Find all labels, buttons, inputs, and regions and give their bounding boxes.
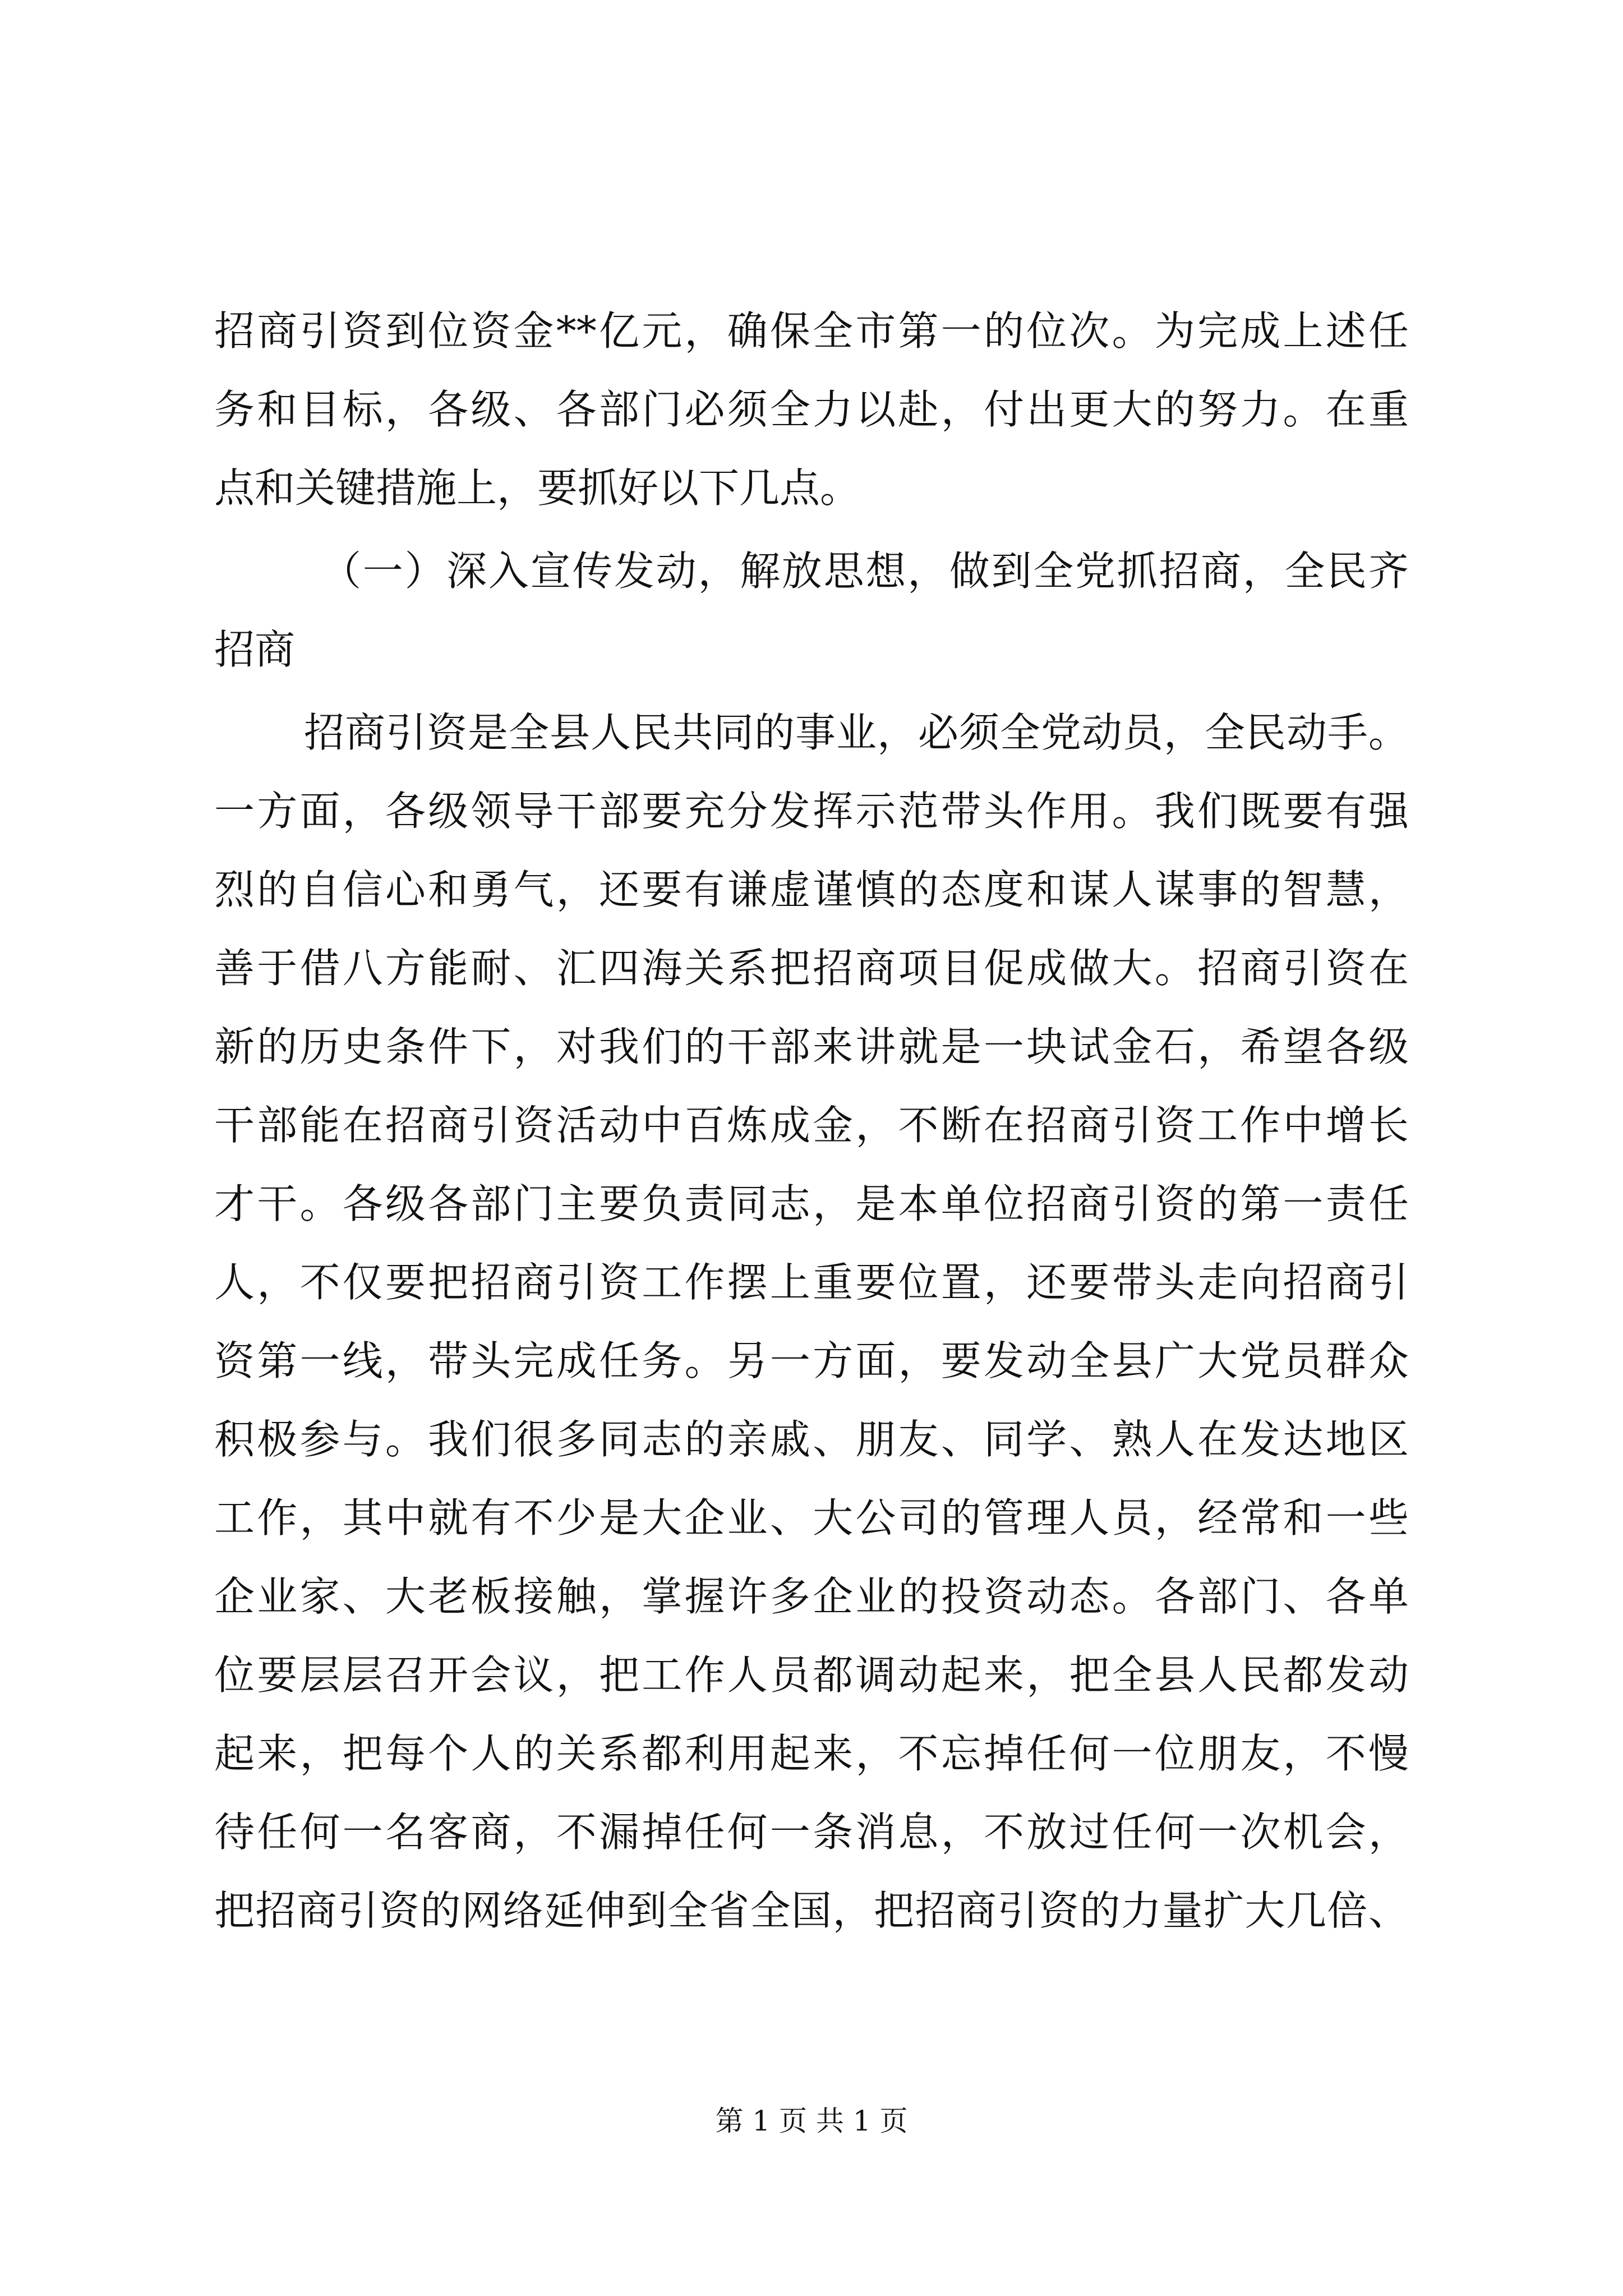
section-heading <box>214 532 1409 689</box>
document-body <box>214 292 1409 1950</box>
text-line: 招商引资是全县人民共同的事业，必须全党动员，全民动手。 <box>304 709 1409 756</box>
text-line: 人，不仅要把招商引资工作摆上重要位置，还要带头走向招商引 <box>214 1259 1409 1306</box>
paragraph <box>214 693 1409 1950</box>
text-line: 烈的自信心和勇气，还要有谦虚谨慎的态度和谋人谋事的智慧， <box>214 866 1409 913</box>
text-line: 善于借八方能耐、汇四海关系把招商项目促成做大。招商引资在 <box>214 945 1409 992</box>
text-line: 待任何一名客商，不漏掉任何一条消息，不放过任何一次机会， <box>214 1809 1409 1856</box>
text-line: 一方面，各级领导干部要充分发挥示范带头作用。我们既要有强 <box>214 788 1409 835</box>
text-line: 招商引资到位资金**亿元，确保全市第一的位次。为完成上述任 <box>214 307 1409 355</box>
text-line: 把招商引资的网络延伸到全省全国，把招商引资的力量扩大几倍、 <box>214 1887 1409 1934</box>
heading-line: 招商 <box>214 626 296 673</box>
heading-line: （一）深入宣传发动，解放思想，做到全党抓招商，全民齐 <box>321 547 1409 595</box>
page-number-footer: 第 1 页 共 1 页 <box>715 2105 908 2137</box>
text-line: 起来，把每个人的关系都利用起来，不忘掉任何一位朋友，不慢 <box>214 1730 1409 1777</box>
text-line: 企业家、大老板接触，掌握许多企业的投资动态。各部门、各单 <box>214 1573 1409 1620</box>
text-line: 新的历史条件下，对我们的干部来讲就是一块试金石，希望各级 <box>214 1023 1409 1070</box>
text-line: 资第一线，带头完成任务。另一方面，要发动全县广大党员群众 <box>214 1337 1409 1384</box>
text-line: 工作，其中就有不少是大企业、大公司的管理人员，经常和一些 <box>214 1494 1409 1542</box>
text-line: 点和关键措施上，要抓好以下几点。 <box>214 464 861 512</box>
text-line: 积极参与。我们很多同志的亲戚、朋友、同学、熟人在发达地区 <box>214 1416 1409 1463</box>
text-line: 才干。各级各部门主要负责同志，是本单位招商引资的第一责任 <box>214 1180 1409 1227</box>
text-line: 位要层层召开会议，把工作人员都调动起来，把全县人民都发动 <box>214 1651 1409 1699</box>
text-line: 干部能在招商引资活动中百炼成金，不断在招商引资工作中增长 <box>214 1102 1409 1149</box>
text-line: 务和目标，各级、各部门必须全力以赴，付出更大的努力。在重 <box>214 386 1409 433</box>
paragraph <box>214 292 1409 527</box>
